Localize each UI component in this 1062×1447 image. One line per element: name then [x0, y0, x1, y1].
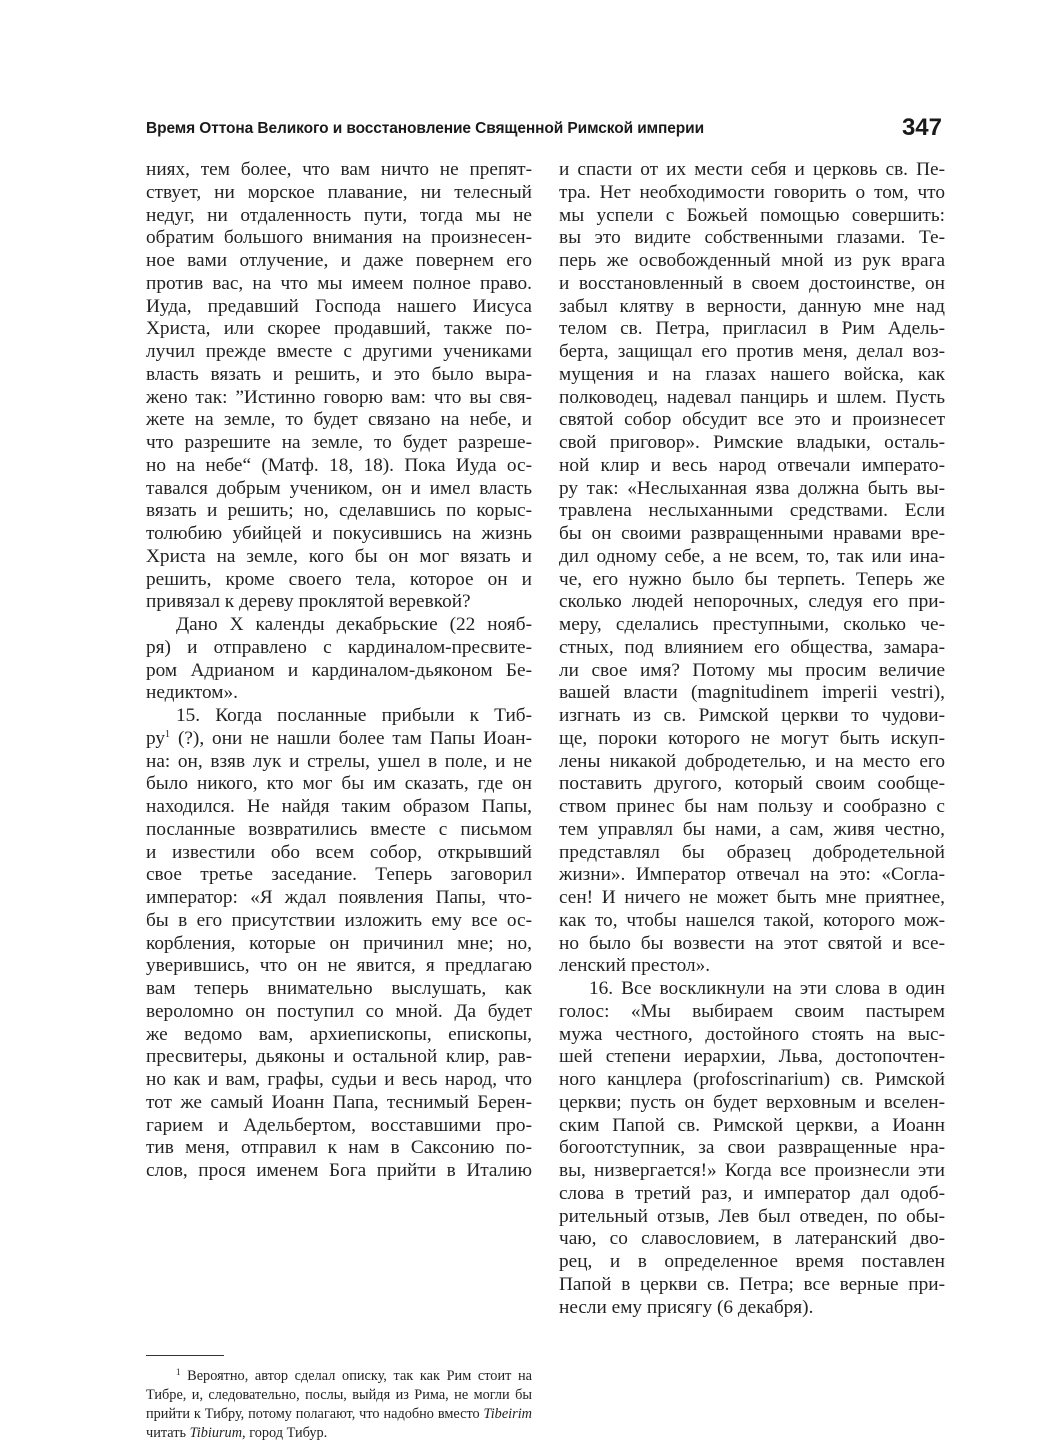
- text-line: сен! И ничего не может быть мне приятнее,: [559, 887, 945, 908]
- text-line: обратим большого внимания на произнесен-: [146, 227, 532, 249]
- text-line: ное вами отлучение, и даже повернем его: [146, 250, 532, 271]
- text-line: вероломно он поступил со мной. Да будет: [146, 1000, 532, 1022]
- text-line: жете на земле, то будет связано на небе, и: [146, 409, 532, 431]
- text-line: лучил прежде вместе с другими учениками: [146, 341, 532, 362]
- text-line: император: «Я ждал появления Папы, что-: [146, 887, 532, 908]
- text-line: изгнать из св. Римской церкви то чудови-: [559, 705, 945, 726]
- text-line: дил одному себе, а не всем, то, так или ина-: [559, 545, 945, 567]
- footnote-divider: [146, 1355, 224, 1356]
- text-line: гарием и Адельбертом, восставшими про-: [146, 1114, 532, 1136]
- text-line: но на небе“ (Матф. 18, 18). Пока Иуда ос-: [146, 454, 532, 476]
- text-line: слова в третий раз, и император дал одоб-: [559, 1182, 945, 1204]
- text-line: вы это видите собственными глазами. Те-: [559, 227, 945, 249]
- text-line: 15. Когда посланные прибыли к Тиб-: [176, 705, 532, 726]
- text-line: и спасти от их мести себя и церковь св. Пе-: [559, 159, 945, 180]
- footnote-marker: 1: [165, 728, 171, 740]
- running-title: Время Оттона Великого и восстановление Священной Римской империи: [146, 120, 705, 137]
- text-line: травлена неслыханными средствами. Если: [559, 500, 945, 522]
- text-line: перь же освобожденный мной из рук врага: [559, 250, 945, 271]
- text-line: Христа на земле, кого бы он мог вязать и: [146, 545, 532, 567]
- text-line: мужа честного, достойного стоять на выс-: [559, 1023, 945, 1045]
- text-line: но как и вам, графы, судьи и весь народ, что: [146, 1069, 532, 1090]
- text-line: что разрешите на земле, то будет разреше-: [146, 432, 532, 453]
- text-line: слов, прося именем Бога прийти в Италию: [146, 1160, 532, 1181]
- text-line: ленский престол».: [559, 955, 711, 977]
- text-line: и известили обо всем собор, открывший: [146, 841, 532, 863]
- text-line: же ведомо вам, архиепископы, епископы,: [146, 1023, 532, 1045]
- text-line: на: он, взяв лук и стрелы, ушел в поле, и не: [146, 750, 532, 772]
- footnote: [146, 1367, 532, 1443]
- text-line: ной клир и весь народ отвечали императо-: [559, 454, 945, 476]
- text-line: Иуда, предавший Господа нашего Иисуса: [146, 295, 532, 317]
- text-line: рительный отзыв, Лев был отведен, по обы-: [559, 1205, 945, 1227]
- text-line: власть вязать и решить, и это было выра-: [146, 363, 532, 385]
- text-line: недиктом».: [146, 682, 238, 704]
- footnote-fragment: читать: [146, 1425, 190, 1441]
- text-line: ного канцлера (profoscrinarium) св. Римской: [559, 1069, 945, 1090]
- text-line: мы успели с Божьей помощью совершить:: [559, 204, 945, 226]
- text-line: недуг, ни отдаленность пути, тогда мы не: [146, 204, 532, 226]
- footnote-fragment: Вероятно, автор сделал описку, так как Рим стоит на Тибре, и, следовательно, послы, выйдя из Рима, не могли бы прийти к Тибру, потому полагают, что надобно вместо: [146, 1368, 533, 1422]
- text-line: святой собор обсудит все это и произнесет: [559, 409, 945, 431]
- text-line: вы, низвергается!» Когда все произнесли эти: [559, 1160, 945, 1181]
- text-line: жизни». Император отвечал на это: «Согла-: [559, 864, 945, 886]
- text-line: посланные возвратились вместе с письмом: [146, 818, 532, 840]
- text-line: тив меня, отправил к нам в Саксонию по-: [146, 1137, 532, 1159]
- text-line: привязал к дереву проклятой веревкой?: [146, 591, 471, 613]
- text-line: [146, 728, 532, 751]
- text-line: и восстановленный в своем достоинстве, он: [559, 272, 945, 294]
- text-line: ру так: «Неслыханная язва должна быть вы-: [559, 477, 945, 499]
- text-line: ще, пороки которого не могут быть искуп-: [559, 727, 945, 749]
- text-line: жено так: ”Истинно говорю вам: что вы свя-: [146, 386, 532, 408]
- text-line: ря) и отправлено с кардиналом-пресвите-: [146, 636, 532, 658]
- footnote-italic: Tibeirim: [483, 1406, 532, 1422]
- text-line: тра. Нет необходимости говорить о том, что: [559, 181, 945, 203]
- text-line: рец, и в определенное время поставлен: [559, 1251, 945, 1272]
- text-line: Дано X календы декабрьские (22 нояб-: [176, 614, 532, 635]
- text-line: голос: «Мы выбираем своим пастырем: [559, 1000, 945, 1022]
- text-line: лены никакой добродетелью, и на место его: [559, 750, 945, 772]
- text-line: берта, защищал его против меня, делал воз-: [559, 341, 945, 362]
- text-line: стных, под влиянием его общества, замара-: [559, 636, 945, 658]
- text-line: сколько людей непорочных, следуя его при-: [559, 591, 945, 613]
- left-column: [146, 159, 532, 1183]
- text-line: ским Папой св. Римской церкви, а Иоанн: [559, 1114, 945, 1136]
- text-line: против вас, на что мы имеем полное право.: [146, 272, 532, 294]
- text-line: тавался добрым учеником, он и имел власть: [146, 477, 532, 499]
- text-line: поставить другого, который своим сообще-: [559, 773, 945, 795]
- text-line: свое третье заседание. Теперь заговорил: [146, 864, 532, 886]
- text-line: 16. Все воскликнули на эти слова в один: [589, 978, 945, 999]
- text-line: вашей власти (magnitudinem imperii vestri),: [559, 682, 945, 704]
- text-line: бы в его присутствии изложить ему все ос-: [146, 909, 532, 931]
- text-line: ством принес бы нам пользу и сообразно с: [559, 796, 945, 817]
- text-line: представлял бы образец добродетельной: [559, 841, 945, 863]
- text-line: Христа, или скорее продавший, также по-: [146, 318, 532, 340]
- text-line: тем управлял бы нами, а сам, живя честно,: [559, 818, 945, 840]
- footnote-italic: Tibiurum: [189, 1425, 243, 1441]
- text-line: че, его нужно было бы терпеть. Теперь же: [559, 568, 945, 590]
- text-line: как то, чтобы нашелся такой, которого мож-: [559, 909, 945, 931]
- text-line: вязать и решить; но, сделавшись по корыс-: [146, 500, 532, 522]
- text-line: решить, кроме своего тела, которое он и: [146, 568, 532, 590]
- text-line: ром Адрианом и кардиналом-дьяконом Бе-: [146, 659, 532, 681]
- text-line: уверившись, что он не явится, я предлагаю: [146, 955, 532, 977]
- text-line: корбления, которые он причинил мне; но,: [146, 932, 532, 954]
- text-line: было никого, кто мог бы им сказать, где он: [146, 773, 532, 795]
- text-line: ниях, тем более, что вам ничто не препят-: [146, 159, 532, 180]
- text-line: богоотступник, за свои развращенные нра-: [559, 1137, 945, 1159]
- text-fragment: ру: [146, 727, 166, 749]
- text-line: несли ему присягу (6 декабря).: [559, 1296, 814, 1318]
- footnote-text: [146, 1367, 532, 1443]
- text-line: вам теперь внимательно выслушать, как: [146, 978, 532, 999]
- text-line: свой приговор». Римские владыки, осталь-: [559, 432, 945, 453]
- text-line: чаю, со славословием, в латеранский дво-: [559, 1228, 945, 1250]
- footnote-fragment: , город Тибур.: [242, 1425, 328, 1441]
- text-line: церкви; пусть он будет верховным и вселен-: [559, 1091, 945, 1113]
- text-line: Папой в церкви св. Петра; все верные при-: [559, 1273, 945, 1295]
- text-line: телом св. Петра, пригласил в Рим Адель-: [559, 318, 945, 340]
- text-line: толюбию убийцей и покусившись на жизнь: [146, 523, 532, 544]
- text-line: мущения и на глазах нашего войска, как: [559, 363, 945, 385]
- text-line: но было бы возвести на этот святой и все-: [559, 932, 945, 954]
- text-line: забыл клятву в верности, данную мне над: [559, 295, 945, 317]
- text-line: бы он своими развращенными нравами вре-: [559, 523, 945, 544]
- text-line: пресвитеры, дьяконы и остальной клир, рав-: [146, 1046, 532, 1068]
- text-line: полководец, надевал панцирь и шлем. Пусть: [559, 386, 945, 408]
- page-number: 347: [901, 114, 942, 141]
- right-column: [559, 159, 945, 1319]
- text-line: тот же самый Иоанн Папа, теснимый Берен-: [146, 1091, 532, 1113]
- text-line: находился. Не найдя таким образом Папы,: [146, 796, 532, 817]
- text-fragment: (?), они не нашли более там Папы Иоан-: [177, 727, 532, 749]
- text-line: меру, сделались преступными, сколько че-: [559, 614, 945, 635]
- text-line: ствует, ни морское плавание, ни телесный: [146, 181, 532, 203]
- text-line: шей степени иерархии, Льва, достопочтен-: [559, 1046, 945, 1068]
- footnote-number: 1: [176, 1367, 181, 1377]
- text-line: ли свое имя? Потому мы просим величие: [559, 659, 945, 681]
- running-header: [146, 114, 946, 148]
